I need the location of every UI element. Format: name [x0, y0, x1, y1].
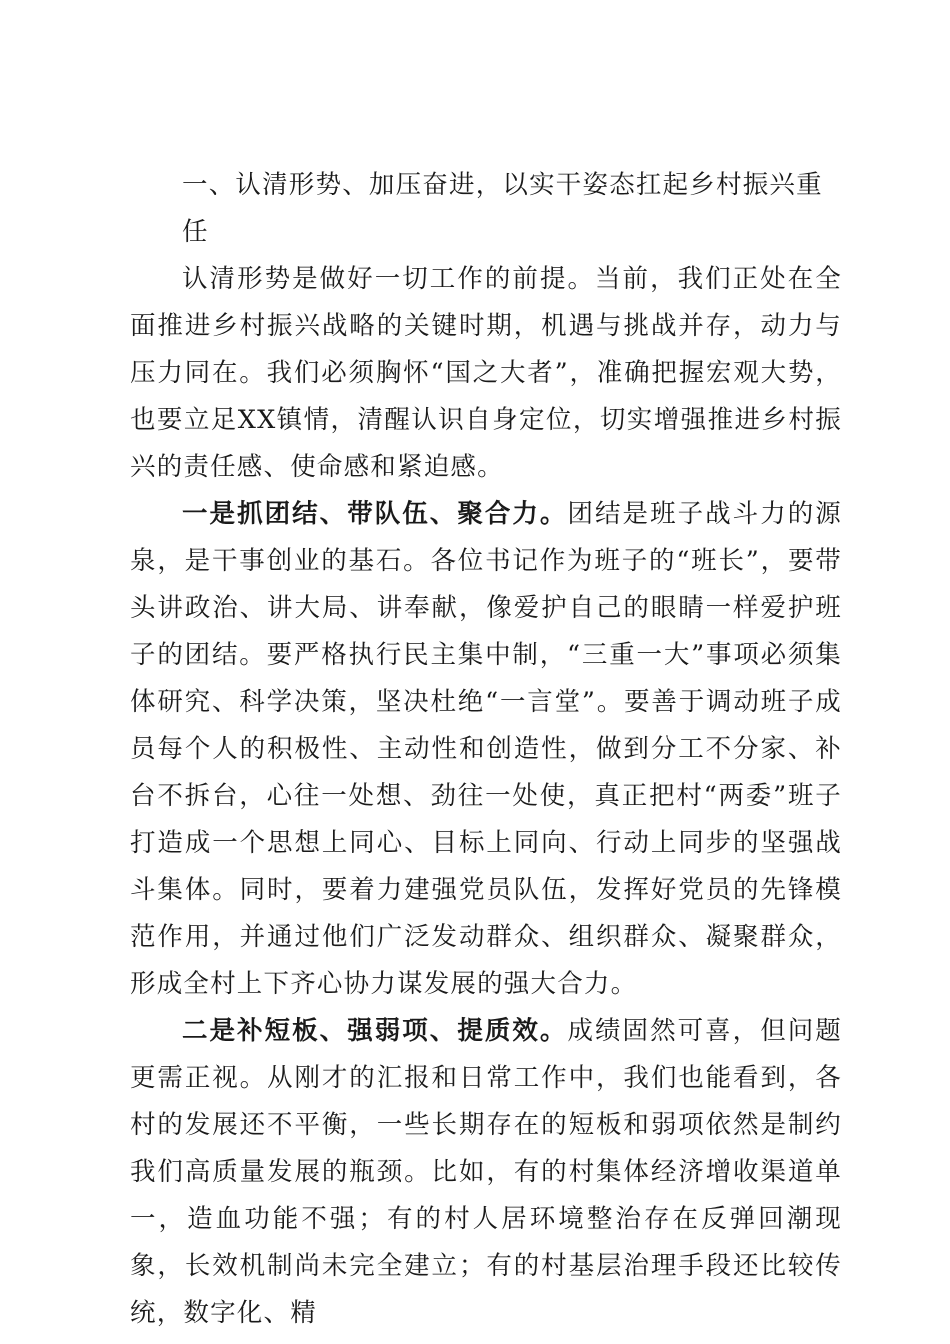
section-heading: 一、认清形势、加压奋进，以实干姿态扛起乡村振兴重任 — [182, 170, 823, 247]
document-body — [130, 162, 842, 1337]
paragraph-unity-body: 团结是班子战斗力的源泉，是干事创业的基石。各位书记作为班子的“班长”，要带头讲政治、讲大局、讲奉献，像爱护自己的眼睛一样爱护班子的团结。要严格执行民主集中制，“三重一大”事项必须集体研究、科学决策，坚决杜绝“一言堂”。要善于调动班子成员每个人的积极性、主动性和创造性，做到分工不分家、补台不拆台，心往一处想、劲往一处使，真正把村“两委”班子打造成一个思想上同心、目标上同向、行动上同步的坚强战斗集体。同时，要着力建强党员队伍，发挥好党员的先锋模范作用，并通过他们广泛发动群众、组织群众、凝聚群众，形成全村上下齐心协力谋发展的强大合力。 — [130, 499, 842, 999]
paragraph-unity — [130, 491, 842, 1008]
paragraph-shortcomings-body: 成绩固然可喜，但问题更需正视。从刚才的汇报和日常工作中，我们也能看到，各村的发展还不平衡，一些长期存在的短板和弱项依然是制约我们高质量发展的瓶颈。比如，有的村集体经济增收渠道单一，造血功能不强；有的村人居环境整治存在反弹回潮现象，长效机制尚未完全建立；有的村基层治理手段还比较传统，数字化、精 — [130, 1016, 842, 1328]
paragraph-unity-lead: 一是抓团结、带队伍、聚合力。 — [182, 499, 568, 529]
paragraph-situation: 认清形势是做好一切工作的前提。当前，我们正处在全面推进乡村振兴战略的关键时期，机遇与挑战并存，动力与压力同在。我们必须胸怀“国之大者”，准确把握宏观大势，也要立足XX镇情，清醒认识自身定位，切实增强推进乡村振兴的责任感、使命感和紧迫感。 — [130, 264, 842, 482]
paragraph-shortcomings-lead: 二是补短板、强弱项、提质效。 — [182, 1016, 568, 1046]
paragraph-shortcomings — [130, 1008, 842, 1337]
